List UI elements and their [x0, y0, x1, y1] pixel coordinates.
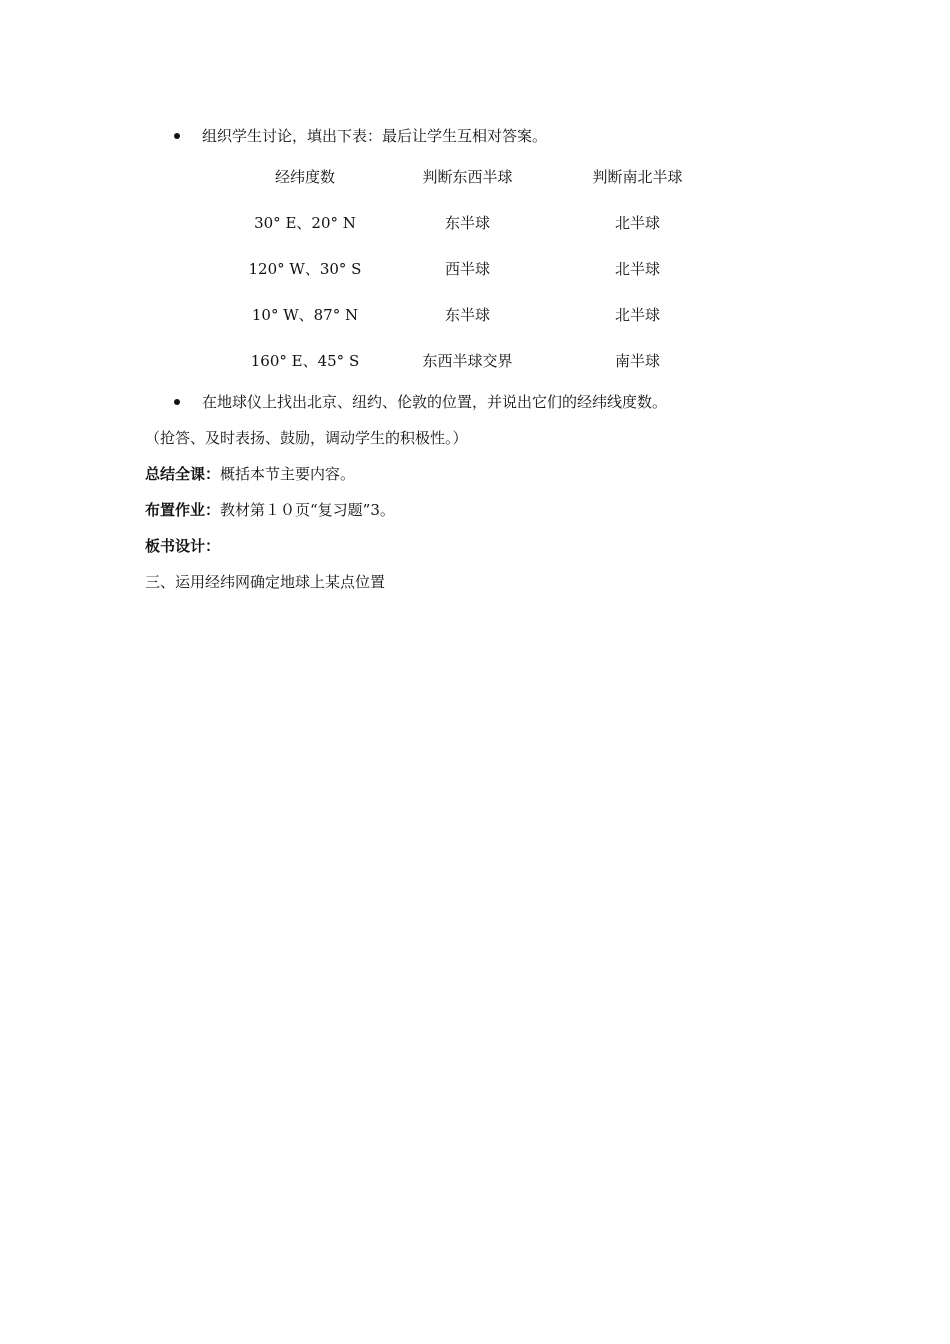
bullet-icon	[174, 133, 180, 139]
table-row	[220, 347, 720, 393]
summary-text: 概括本节主要内容。	[220, 465, 356, 483]
board-design-line: 三、运用经纬网确定地球上某点位置	[145, 573, 386, 591]
teaching-note: （抢答、及时表扬、鼓励，调动学生的积极性。）	[145, 429, 468, 447]
table-cell: 南半球	[614, 352, 660, 370]
bullet-text: 在地球仪上找出北京、纽约、伦敦的位置，并说出它们的经纬线度数。	[202, 393, 668, 411]
table-cell: 东半球	[444, 306, 490, 324]
table-cell: 北半球	[614, 260, 660, 278]
summary-paragraph	[145, 462, 355, 486]
table-row	[220, 301, 720, 347]
table-header-cell: 判断东西半球	[422, 168, 513, 186]
table-cell: 北半球	[614, 214, 660, 232]
summary-label: 总结全课：	[145, 465, 221, 483]
table-header-cell: 经纬度数	[274, 168, 335, 186]
table-row	[220, 209, 720, 255]
table-cell: 120° W、30° S	[248, 260, 362, 278]
bullet-icon	[174, 399, 180, 405]
coordinates-table	[220, 163, 720, 393]
table-cell: 东西半球交界	[422, 352, 513, 370]
homework-label: 布置作业：	[145, 501, 221, 519]
table-row	[220, 255, 720, 301]
bullet-item-discussion	[170, 124, 547, 148]
table-header-cell: 判断南北半球	[592, 168, 683, 186]
table-cell: 160° E、45° S	[250, 352, 360, 370]
homework-text: 教材第１０页“复习题”3。	[220, 501, 395, 519]
table-header-row	[220, 163, 720, 209]
bullet-text: 组织学生讨论，填出下表：最后让学生互相对答案。	[202, 127, 548, 145]
homework-paragraph	[145, 498, 395, 522]
table-cell: 东半球	[444, 214, 490, 232]
table-cell: 10° W、87° N	[251, 306, 359, 324]
table-cell: 西半球	[444, 260, 490, 278]
table-cell: 30° E、20° N	[254, 214, 356, 232]
board-label: 板书设计：	[145, 537, 221, 555]
table-cell: 北半球	[614, 306, 660, 324]
bullet-item-globe	[170, 390, 667, 414]
board-design-heading	[145, 534, 220, 558]
